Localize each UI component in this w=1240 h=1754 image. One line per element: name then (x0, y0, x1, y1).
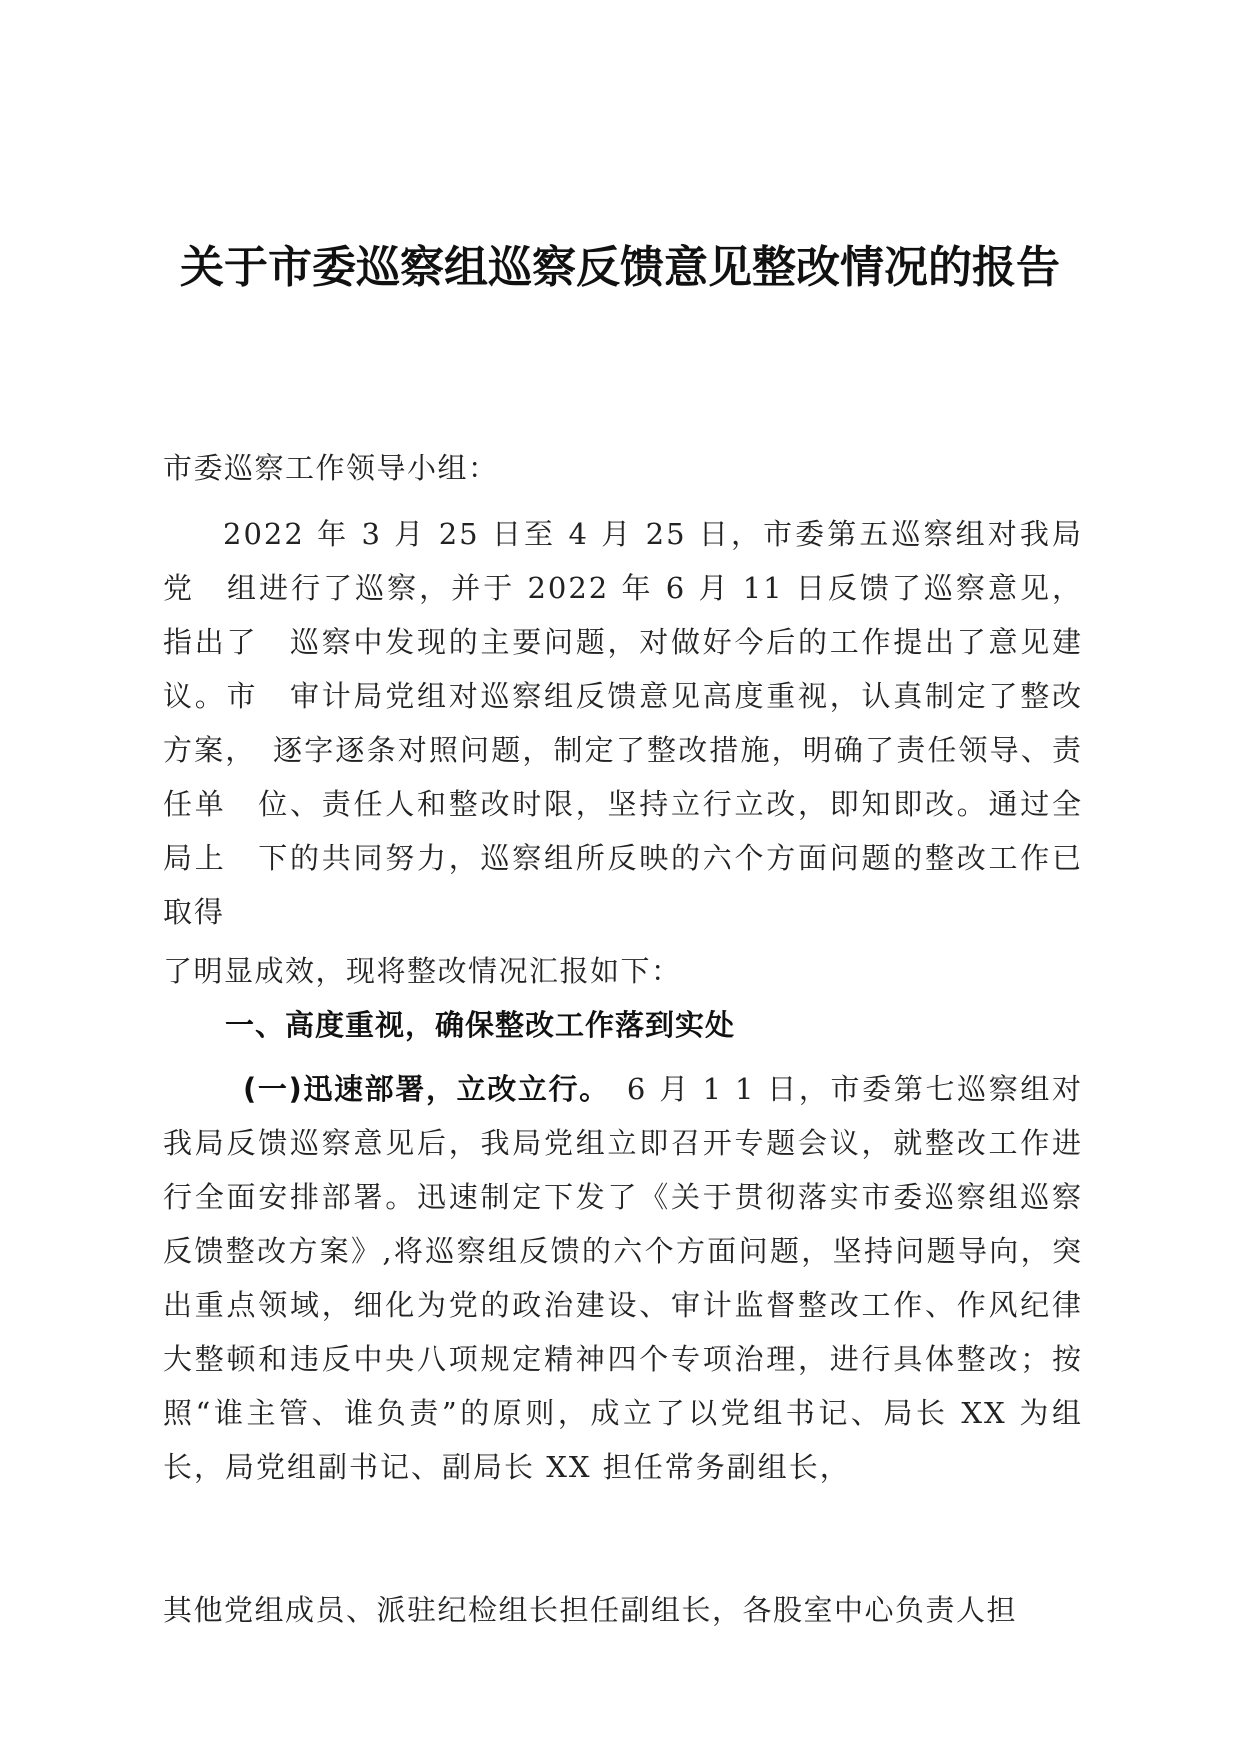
paragraph-intro: 2022 年 3 月 25 日至 4 月 25 日，市委第五巡察组对我局党 组进行了巡察，并于 2022 年 6 月 11 日反馈了巡察意见，指出了 巡察中发现的主要问题，对做好今后的工作提出了意见建议。市 审计局党组对巡察组反馈意见高度重视，认真制定了整改方案， 逐字逐条对照问题，制定了整改措施，明确了责任领导、责任单 位、责任人和整改时限，坚持立行立改，即知即改。通过全局上 下的共同努力，巡察组所反映的六个方面问题的整改工作已取得 (163, 517, 1083, 929)
subsection-heading-1: (一)迅速部署，立改立行。 (243, 1072, 596, 1106)
subsection-1-text: 6 月 1 1 日，市委第七巡察组对我局反馈巡察意见后，我局党组立即召开专题会议，就整改工作进行全面安排部署。迅速制定下发了《关于贯彻落实市委巡察组巡察反馈整改方案》,将巡察组反馈的六个方面问题，坚持问题导向，突出重点领域，细化为党的政治建设、审计监督整改工作、作风纪律大整顿和违反中央八项规定精神四个专项治理，进行具体整改；按照“谁主管、谁负责”的原则，成立了以党组书记、局长 XX 为组长，局党组副书记、副局长 XX 担任常务副组长， (163, 1072, 1083, 1484)
paragraph-intro-continued: 了明显成效，现将整改情况汇报如下： (163, 954, 682, 988)
section-heading-1: 一、高度重视，确保整改工作落到实处 (225, 1008, 736, 1042)
document-title: 关于市委巡察组巡察反馈意见整改情况的报告 (180, 242, 1060, 293)
salutation: 市委巡察工作领导小组： (163, 451, 499, 485)
paragraph-continued: 其他党组成员、派驻纪检组长担任副组长，各股室中心负责人担 (163, 1593, 1018, 1627)
paragraph-subsection-1 (163, 1062, 1083, 1494)
